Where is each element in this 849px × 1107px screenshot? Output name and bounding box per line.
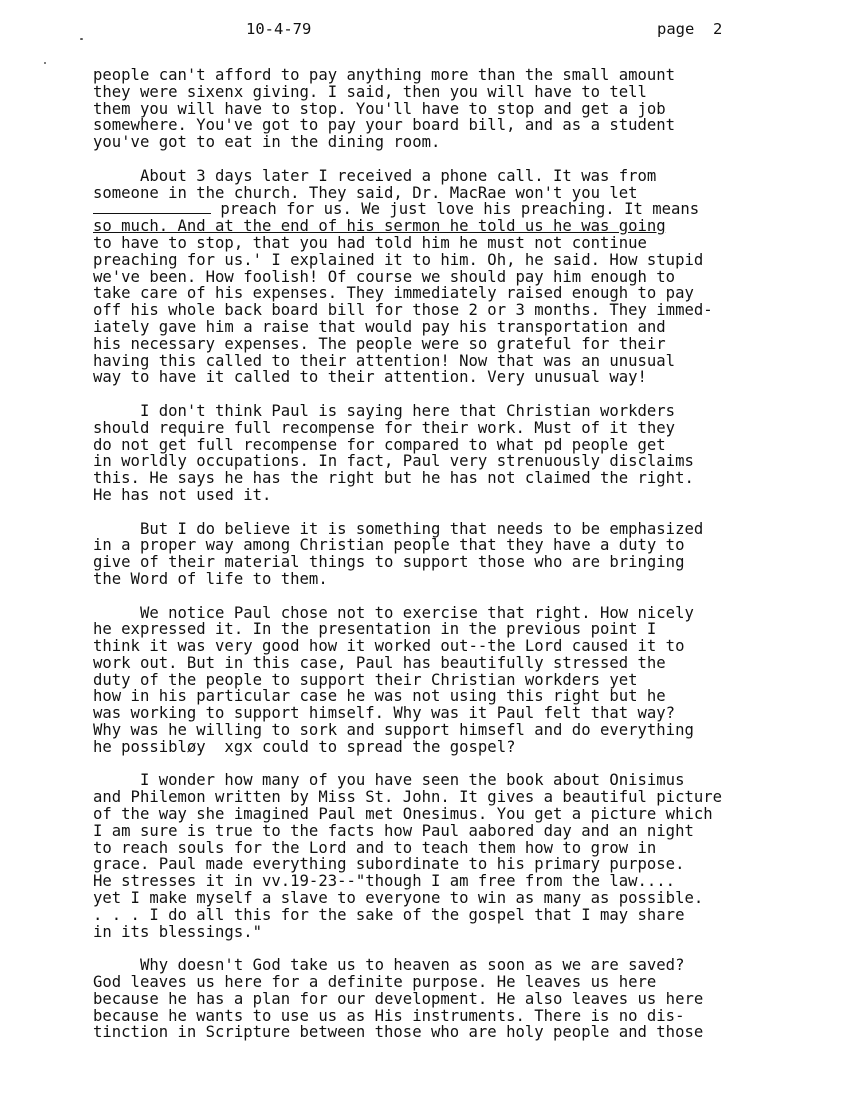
text-line: take care of his expenses. They immediately raised enough to pay [93,284,694,303]
paragraph-2 [93,168,833,386]
text-line: you've got to eat in the dining room. [93,133,441,152]
text-line: to reach souls for the Lord and to teach them how to grow in [93,838,657,857]
text-line: duty of the people to support their Christian workders yet [93,670,638,689]
paper-speck [44,62,46,64]
text-line: I don't think Paul is saying here that Christian workders [93,401,676,420]
text-line: he possibløy xgx could to spread the gospel? [93,737,516,756]
text-line: I wonder how many of you have seen the book about Onisimus [93,771,685,790]
paragraph-4 [93,521,833,588]
paragraph-7 [93,957,833,1041]
text-line: Why was he willing to sork and support himsefl and do everything [93,721,694,740]
paragraph-6 [93,772,833,940]
text-line: iately gave him a raise that would pay his transportation and [93,317,666,336]
text-line: they were sixenx giving. I said, then you will have to tell [93,82,647,101]
text-line: God leaves us here for a definite purpose. He leaves us here [93,973,657,992]
text-line: someone in the church. They said, Dr. MacRae won't you let [93,183,638,202]
text-line: preaching for us.' I explained it to him. Oh, he said. How stupid [93,250,704,269]
text-line: . . . I do all this for the sake of the gospel that I may share [93,905,685,924]
text-line: But I do believe it is something that needs to be emphasized [93,519,704,538]
text-line: of the way she imagined Paul met Onesimus. You get a picture which [93,805,713,824]
text-line: grace. Paul made everything subordinate to his primary purpose. [93,855,685,874]
text-line: so much. And at the end of his sermon he told us he was going [93,217,666,236]
text-line: them you will have to stop. You'll have to stop and get a job [93,99,666,118]
text-line-with-blank [93,201,833,218]
text-line: the Word of life to them. [93,569,328,588]
paragraph-5 [93,605,833,756]
text-line: off his whole back board bill for those 2 or 3 months. They immed- [93,301,713,320]
text-line: because he has a plan for our development. He also leaves us here [93,989,704,1008]
text-line: we've been. How foolish! Of course we should pay him enough to [93,267,676,286]
text-line: somewhere. You've got to pay your board bill, and as a student [93,116,676,135]
text-line: yet I make myself a slave to everyone to win as many as possible. [93,889,704,908]
text-line: how in his particular case he was not using this right but he [93,687,666,706]
text-line: people can't afford to pay anything more than the small amount [93,66,676,84]
paragraph-3 [93,403,833,504]
text-line: in worldly occupations. In fact, Paul very strenuously disclaims [93,452,694,471]
text-line: in a proper way among Christian people that they have a duty to [93,536,685,555]
text-line: he expressed it. In the presentation in the previous point I [93,620,657,639]
text-line: should require full recompense for their work. Must of it they [93,418,676,437]
name-blank [93,201,211,214]
page-number: page 2 [657,20,723,38]
text-line: think it was very good how it worked out--the Lord caused it to [93,637,685,656]
text-line: because he wants to use us as His instruments. There is no dis- [93,1006,685,1025]
text-line: and Philemon written by Miss St. John. It gives a beautiful picture [93,788,723,807]
text-line: He has not used it. [93,485,272,504]
text-line: was working to support himself. Why was it Paul felt that way? [93,704,676,723]
text-line: this. He says he has the right but he has not claimed the right. [93,469,694,488]
paragraph-1 [93,67,833,151]
text-line: having this called to their attention! Now that was an unusual [93,351,676,370]
text-line: do not get full recompense for compared to what pd people get [93,435,666,454]
text-line: in its blessings." [93,922,262,941]
page-date: 10-4-79 [246,20,312,38]
text-line: give of their material things to support those who are bringing [93,553,685,572]
text-line: About 3 days later I received a phone call. It was from [93,166,657,185]
text-line: I am sure is true to the facts how Paul aabored day and an night [93,821,694,840]
paper-speck [80,38,83,40]
text-line: to have to stop, that you had told him he must not continue [93,233,647,252]
text-line: tinction in Scripture between those who are holy people and those [93,1023,704,1042]
text-line: way to have it called to their attention. Very unusual way! [93,368,647,387]
body-text [93,67,833,1058]
text-line: work out. But in this case, Paul has beautifully stressed the [93,653,666,672]
text-line: his necessary expenses. The people were so grateful for their [93,334,666,353]
text-line: He stresses it in vv.19-23--"though I am free from the law.... [93,872,676,891]
text-line: Why doesn't God take us to heaven as soon as we are saved? [93,956,685,975]
text-line: We notice Paul chose not to exercise that right. How nicely [93,603,694,622]
text-line: preach for us. We just love his preaching. It means [220,200,700,219]
